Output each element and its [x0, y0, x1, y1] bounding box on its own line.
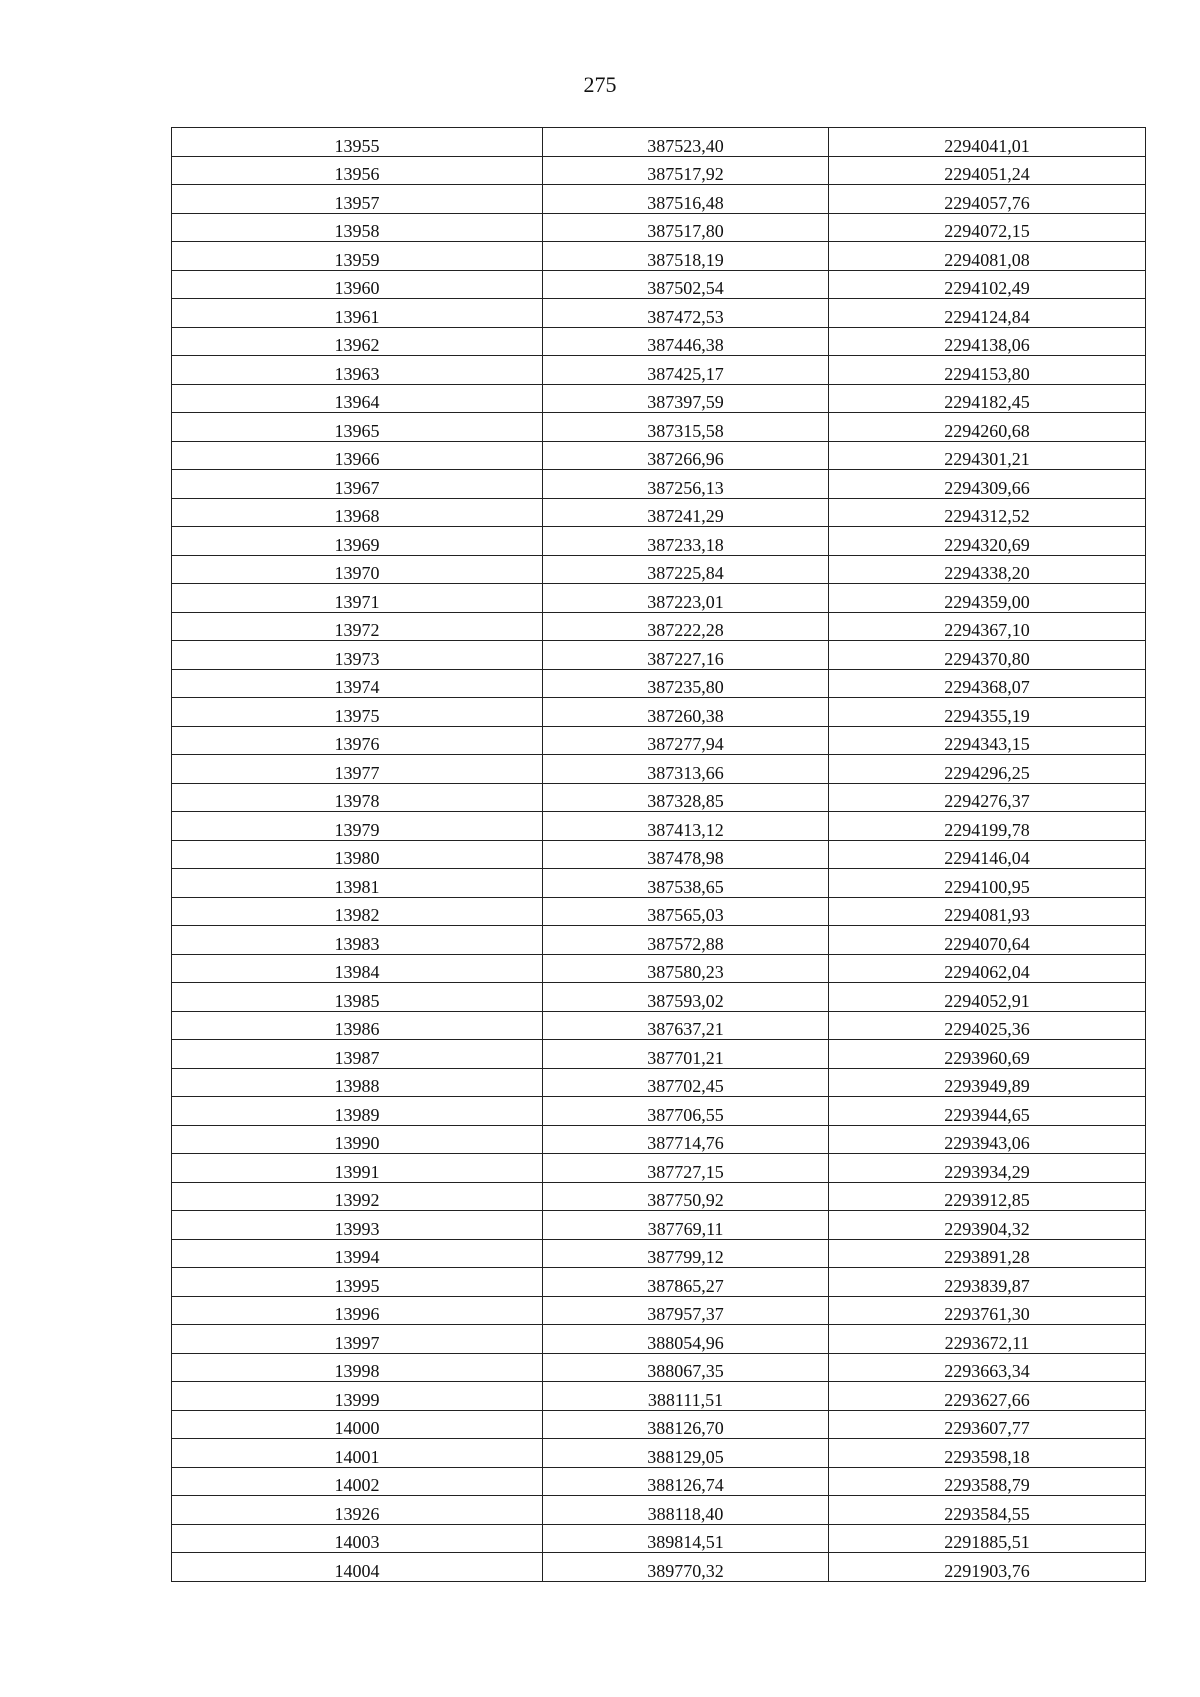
- y-coordinate-cell: 2294312,52: [829, 498, 1146, 527]
- table-row: [172, 954, 1146, 983]
- y-coordinate-cell: 2294081,08: [829, 242, 1146, 271]
- table-row: [172, 1325, 1146, 1354]
- point-number-cell: 13974: [172, 669, 543, 698]
- point-number-cell: 14004: [172, 1553, 543, 1582]
- y-coordinate-cell: 2291885,51: [829, 1524, 1146, 1553]
- point-number-cell: 13984: [172, 954, 543, 983]
- y-coordinate-cell: 2294343,15: [829, 726, 1146, 755]
- table-row: [172, 812, 1146, 841]
- point-number-cell: 13973: [172, 641, 543, 670]
- point-number-cell: 13981: [172, 869, 543, 898]
- y-coordinate-cell: 2294338,20: [829, 555, 1146, 584]
- x-coordinate-cell: 387313,66: [543, 755, 829, 784]
- point-number-cell: 13996: [172, 1296, 543, 1325]
- table-row: [172, 1467, 1146, 1496]
- x-coordinate-cell: 387799,12: [543, 1239, 829, 1268]
- point-number-cell: 14001: [172, 1439, 543, 1468]
- y-coordinate-cell: 2294370,80: [829, 641, 1146, 670]
- y-coordinate-cell: 2294138,06: [829, 327, 1146, 356]
- point-number-cell: 13993: [172, 1211, 543, 1240]
- y-coordinate-cell: 2294081,93: [829, 897, 1146, 926]
- point-number-cell: 13967: [172, 470, 543, 499]
- y-coordinate-cell: 2293943,06: [829, 1125, 1146, 1154]
- table-row: [172, 1524, 1146, 1553]
- table-row: [172, 128, 1146, 157]
- table-row: [172, 897, 1146, 926]
- x-coordinate-cell: 387223,01: [543, 584, 829, 613]
- x-coordinate-cell: 387478,98: [543, 840, 829, 869]
- x-coordinate-cell: 387702,45: [543, 1068, 829, 1097]
- x-coordinate-cell: 387701,21: [543, 1040, 829, 1069]
- table-row: [172, 1553, 1146, 1582]
- table-row: [172, 783, 1146, 812]
- coordinates-table-body: [172, 128, 1146, 1582]
- y-coordinate-cell: 2294355,19: [829, 698, 1146, 727]
- table-row: [172, 1182, 1146, 1211]
- x-coordinate-cell: 387233,18: [543, 527, 829, 556]
- x-coordinate-cell: 387714,76: [543, 1125, 829, 1154]
- point-number-cell: 13988: [172, 1068, 543, 1097]
- point-number-cell: 13968: [172, 498, 543, 527]
- y-coordinate-cell: 2293839,87: [829, 1268, 1146, 1297]
- x-coordinate-cell: 387593,02: [543, 983, 829, 1012]
- x-coordinate-cell: 387565,03: [543, 897, 829, 926]
- point-number-cell: 13972: [172, 612, 543, 641]
- table-row: [172, 641, 1146, 670]
- point-number-cell: 13986: [172, 1011, 543, 1040]
- point-number-cell: 13995: [172, 1268, 543, 1297]
- table-row: [172, 213, 1146, 242]
- x-coordinate-cell: 388126,74: [543, 1467, 829, 1496]
- point-number-cell: 13987: [172, 1040, 543, 1069]
- table-row: [172, 698, 1146, 727]
- point-number-cell: 13959: [172, 242, 543, 271]
- x-coordinate-cell: 387260,38: [543, 698, 829, 727]
- x-coordinate-cell: 387727,15: [543, 1154, 829, 1183]
- table-row: [172, 470, 1146, 499]
- table-row: [172, 1268, 1146, 1297]
- y-coordinate-cell: 2294260,68: [829, 413, 1146, 442]
- table-row: [172, 1040, 1146, 1069]
- x-coordinate-cell: 387277,94: [543, 726, 829, 755]
- table-row: [172, 1154, 1146, 1183]
- point-number-cell: 13965: [172, 413, 543, 442]
- table-row: [172, 1125, 1146, 1154]
- y-coordinate-cell: 2293588,79: [829, 1467, 1146, 1496]
- table-row: [172, 527, 1146, 556]
- point-number-cell: 13985: [172, 983, 543, 1012]
- table-row: [172, 327, 1146, 356]
- point-number-cell: 13994: [172, 1239, 543, 1268]
- y-coordinate-cell: 2294309,66: [829, 470, 1146, 499]
- x-coordinate-cell: 388118,40: [543, 1496, 829, 1525]
- table-row: [172, 726, 1146, 755]
- x-coordinate-cell: 389770,32: [543, 1553, 829, 1582]
- x-coordinate-cell: 387266,96: [543, 441, 829, 470]
- table-row: [172, 1439, 1146, 1468]
- table-row: [172, 1011, 1146, 1040]
- x-coordinate-cell: 387256,13: [543, 470, 829, 499]
- point-number-cell: 13977: [172, 755, 543, 784]
- y-coordinate-cell: 2294070,64: [829, 926, 1146, 955]
- y-coordinate-cell: 2294025,36: [829, 1011, 1146, 1040]
- point-number-cell: 14000: [172, 1410, 543, 1439]
- point-number-cell: 13971: [172, 584, 543, 613]
- point-number-cell: 13958: [172, 213, 543, 242]
- table-row: [172, 983, 1146, 1012]
- point-number-cell: 13969: [172, 527, 543, 556]
- x-coordinate-cell: 387328,85: [543, 783, 829, 812]
- y-coordinate-cell: 2294102,49: [829, 270, 1146, 299]
- table-row: [172, 384, 1146, 413]
- table-row: [172, 840, 1146, 869]
- y-coordinate-cell: 2293672,11: [829, 1325, 1146, 1354]
- point-number-cell: 13960: [172, 270, 543, 299]
- point-number-cell: 13970: [172, 555, 543, 584]
- y-coordinate-cell: 2294052,91: [829, 983, 1146, 1012]
- x-coordinate-cell: 387397,59: [543, 384, 829, 413]
- table-row: [172, 669, 1146, 698]
- table-row: [172, 755, 1146, 784]
- x-coordinate-cell: 389814,51: [543, 1524, 829, 1553]
- y-coordinate-cell: 2294199,78: [829, 812, 1146, 841]
- y-coordinate-cell: 2294062,04: [829, 954, 1146, 983]
- y-coordinate-cell: 2294100,95: [829, 869, 1146, 898]
- point-number-cell: 13979: [172, 812, 543, 841]
- x-coordinate-cell: 387706,55: [543, 1097, 829, 1126]
- x-coordinate-cell: 387572,88: [543, 926, 829, 955]
- x-coordinate-cell: 387222,28: [543, 612, 829, 641]
- y-coordinate-cell: 2293912,85: [829, 1182, 1146, 1211]
- y-coordinate-cell: 2293949,89: [829, 1068, 1146, 1097]
- x-coordinate-cell: 387580,23: [543, 954, 829, 983]
- point-number-cell: 13989: [172, 1097, 543, 1126]
- table-row: [172, 1211, 1146, 1240]
- point-number-cell: 13998: [172, 1353, 543, 1382]
- y-coordinate-cell: 2294051,24: [829, 156, 1146, 185]
- point-number-cell: 13961: [172, 299, 543, 328]
- table-row: [172, 1097, 1146, 1126]
- y-coordinate-cell: 2293960,69: [829, 1040, 1146, 1069]
- y-coordinate-cell: 2294124,84: [829, 299, 1146, 328]
- x-coordinate-cell: 387637,21: [543, 1011, 829, 1040]
- y-coordinate-cell: 2294276,37: [829, 783, 1146, 812]
- point-number-cell: 13975: [172, 698, 543, 727]
- y-coordinate-cell: 2293627,66: [829, 1382, 1146, 1411]
- point-number-cell: 13976: [172, 726, 543, 755]
- y-coordinate-cell: 2293598,18: [829, 1439, 1146, 1468]
- y-coordinate-cell: 2294367,10: [829, 612, 1146, 641]
- table-row: [172, 1410, 1146, 1439]
- point-number-cell: 13997: [172, 1325, 543, 1354]
- x-coordinate-cell: 388129,05: [543, 1439, 829, 1468]
- y-coordinate-cell: 2294072,15: [829, 213, 1146, 242]
- table-row: [172, 299, 1146, 328]
- table-row: [172, 413, 1146, 442]
- x-coordinate-cell: 387446,38: [543, 327, 829, 356]
- table-row: [172, 1239, 1146, 1268]
- x-coordinate-cell: 387225,84: [543, 555, 829, 584]
- point-number-cell: 13964: [172, 384, 543, 413]
- point-number-cell: 13983: [172, 926, 543, 955]
- y-coordinate-cell: 2294182,45: [829, 384, 1146, 413]
- table-row: [172, 584, 1146, 613]
- x-coordinate-cell: 387538,65: [543, 869, 829, 898]
- y-coordinate-cell: 2294320,69: [829, 527, 1146, 556]
- y-coordinate-cell: 2293663,34: [829, 1353, 1146, 1382]
- table-row: [172, 242, 1146, 271]
- point-number-cell: 13980: [172, 840, 543, 869]
- x-coordinate-cell: 387769,11: [543, 1211, 829, 1240]
- x-coordinate-cell: 387241,29: [543, 498, 829, 527]
- point-number-cell: 13992: [172, 1182, 543, 1211]
- y-coordinate-cell: 2294153,80: [829, 356, 1146, 385]
- y-coordinate-cell: 2293584,55: [829, 1496, 1146, 1525]
- table-row: [172, 926, 1146, 955]
- point-number-cell: 14002: [172, 1467, 543, 1496]
- x-coordinate-cell: 387516,48: [543, 185, 829, 214]
- x-coordinate-cell: 387227,16: [543, 641, 829, 670]
- y-coordinate-cell: 2293934,29: [829, 1154, 1146, 1183]
- table-row: [172, 498, 1146, 527]
- point-number-cell: 13966: [172, 441, 543, 470]
- table-row: [172, 1296, 1146, 1325]
- x-coordinate-cell: 387235,80: [543, 669, 829, 698]
- x-coordinate-cell: 387502,54: [543, 270, 829, 299]
- table-row: [172, 185, 1146, 214]
- y-coordinate-cell: 2294041,01: [829, 128, 1146, 157]
- x-coordinate-cell: 387750,92: [543, 1182, 829, 1211]
- point-number-cell: 13926: [172, 1496, 543, 1525]
- y-coordinate-cell: 2294368,07: [829, 669, 1146, 698]
- x-coordinate-cell: 387517,92: [543, 156, 829, 185]
- x-coordinate-cell: 388067,35: [543, 1353, 829, 1382]
- y-coordinate-cell: 2294296,25: [829, 755, 1146, 784]
- y-coordinate-cell: 2293904,32: [829, 1211, 1146, 1240]
- y-coordinate-cell: 2293761,30: [829, 1296, 1146, 1325]
- coordinates-table: [171, 127, 1146, 1582]
- x-coordinate-cell: 387517,80: [543, 213, 829, 242]
- y-coordinate-cell: 2293891,28: [829, 1239, 1146, 1268]
- x-coordinate-cell: 387957,37: [543, 1296, 829, 1325]
- y-coordinate-cell: 2294057,76: [829, 185, 1146, 214]
- x-coordinate-cell: 388054,96: [543, 1325, 829, 1354]
- y-coordinate-cell: 2294359,00: [829, 584, 1146, 613]
- y-coordinate-cell: 2293607,77: [829, 1410, 1146, 1439]
- x-coordinate-cell: 387865,27: [543, 1268, 829, 1297]
- point-number-cell: 14003: [172, 1524, 543, 1553]
- table-row: [172, 869, 1146, 898]
- point-number-cell: 13990: [172, 1125, 543, 1154]
- point-number-cell: 13955: [172, 128, 543, 157]
- x-coordinate-cell: 387518,19: [543, 242, 829, 271]
- table-row: [172, 356, 1146, 385]
- table-row: [172, 1382, 1146, 1411]
- point-number-cell: 13999: [172, 1382, 543, 1411]
- point-number-cell: 13978: [172, 783, 543, 812]
- point-number-cell: 13963: [172, 356, 543, 385]
- y-coordinate-cell: 2293944,65: [829, 1097, 1146, 1126]
- point-number-cell: 13962: [172, 327, 543, 356]
- y-coordinate-cell: 2294146,04: [829, 840, 1146, 869]
- x-coordinate-cell: 387413,12: [543, 812, 829, 841]
- page-number: 275: [583, 72, 617, 97]
- point-number-cell: 13991: [172, 1154, 543, 1183]
- table-row: [172, 555, 1146, 584]
- y-coordinate-cell: 2291903,76: [829, 1553, 1146, 1582]
- table-row: [172, 1496, 1146, 1525]
- x-coordinate-cell: 387472,53: [543, 299, 829, 328]
- table-row: [172, 612, 1146, 641]
- x-coordinate-cell: 387425,17: [543, 356, 829, 385]
- table-row: [172, 1353, 1146, 1382]
- point-number-cell: 13957: [172, 185, 543, 214]
- x-coordinate-cell: 387523,40: [543, 128, 829, 157]
- table-row: [172, 270, 1146, 299]
- y-coordinate-cell: 2294301,21: [829, 441, 1146, 470]
- table-row: [172, 441, 1146, 470]
- table-row: [172, 1068, 1146, 1097]
- table-row: [172, 156, 1146, 185]
- point-number-cell: 13956: [172, 156, 543, 185]
- x-coordinate-cell: 387315,58: [543, 413, 829, 442]
- x-coordinate-cell: 388111,51: [543, 1382, 829, 1411]
- point-number-cell: 13982: [172, 897, 543, 926]
- x-coordinate-cell: 388126,70: [543, 1410, 829, 1439]
